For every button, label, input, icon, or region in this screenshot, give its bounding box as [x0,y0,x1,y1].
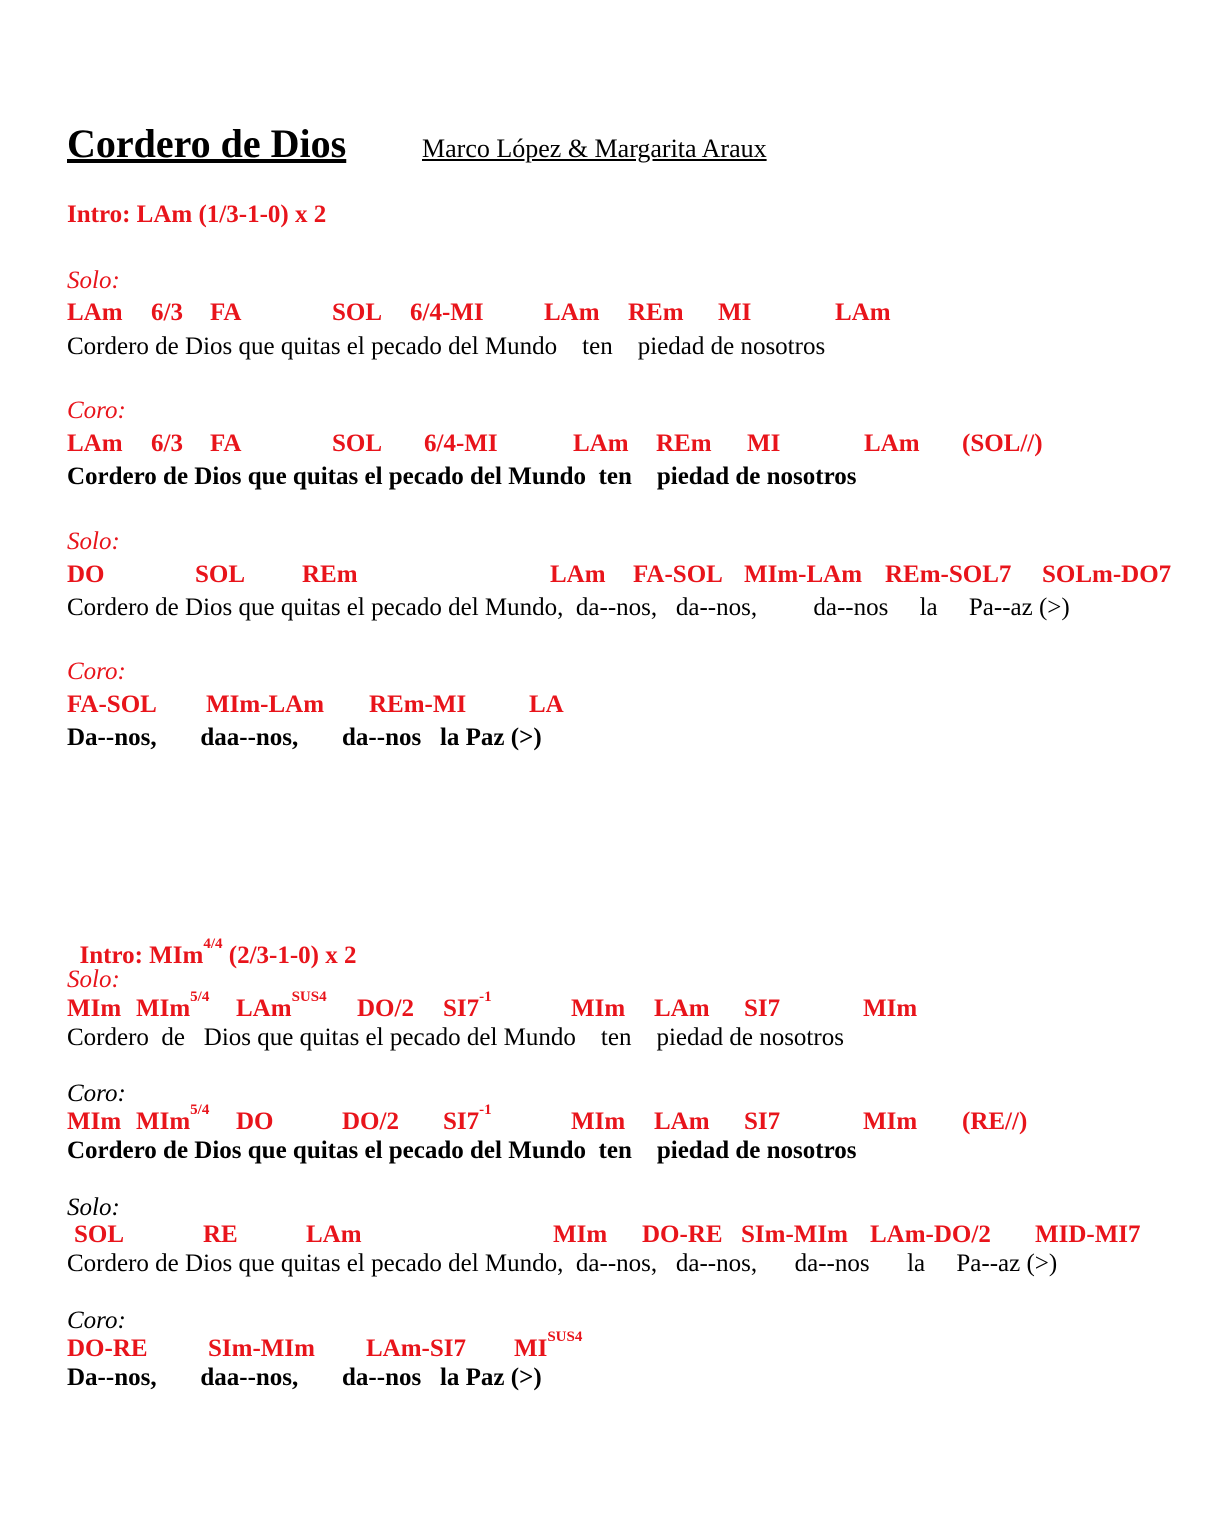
section-label: Solo: [67,267,120,294]
intro-text: Intro: MIm [79,942,204,969]
chord: FA [210,430,242,457]
chord [136,989,210,1023]
intro-text: (2/3-1-0) x 2 [222,942,357,969]
lyric-line: Cordero de Dios que quitas el pecado del Mundo ten piedad de nosotros [67,1137,857,1164]
chord: REm [656,430,712,457]
lyric-line: Da--nos, daa--nos, da--nos la Paz (>) [67,724,542,751]
intro-sup: 4/4 [203,936,223,952]
chord-sup: 5/4 [190,989,210,1005]
chord: LAm [835,299,891,326]
chord-root: MIm [863,995,918,1022]
chord: REm [302,561,358,588]
chord: FA-SOL [633,561,723,588]
chord: MI [747,430,781,457]
chord-sup: -1 [479,1102,492,1118]
chord-line [0,430,1220,460]
section-label: Solo: [67,528,120,555]
section-label: Solo: [67,966,120,993]
lyric-line: Cordero de Dios que quitas el pecado del Mundo ten piedad de nosotros [67,463,857,490]
chord: SOLm-DO7 [1042,561,1172,588]
chord-root: DO [236,1108,274,1135]
chord-line [0,1221,1220,1251]
chord-root: MIm [67,1108,122,1135]
chord-line [0,561,1220,591]
lyric-line: Cordero de Dios que quitas el pecado del Mundo, da--nos, da--nos, da--nos la Pa--az (>) [67,594,1070,621]
chord: FA [210,299,242,326]
chord [366,1335,466,1363]
section-label: Coro: [67,397,126,424]
chord [962,1108,1027,1136]
chord-root: LAm [654,995,710,1022]
chord: LAm [544,299,600,326]
chord-sup: SUS4 [291,989,327,1005]
chord: 6/3 [151,430,183,457]
chord-root: MIm [571,1108,626,1135]
chord-root: DO-RE [67,1335,148,1362]
song-authors: Marco López & Margarita Araux [422,134,767,163]
chord-root: MIm [136,995,191,1022]
chord [744,1108,780,1136]
chord-root: MIm [571,995,626,1022]
chord [443,989,492,1023]
chord-root: MIm [67,995,122,1022]
chord [136,1102,210,1136]
chord-line [0,299,1220,329]
chord-root: LAm-SI7 [366,1335,467,1362]
chord-root: SI7 [744,1108,781,1135]
chord-root: MI [514,1335,548,1362]
chord [514,1329,583,1363]
chord [67,995,121,1023]
chord-sup: -1 [479,989,492,1005]
chord [67,1108,121,1136]
chord: LAm-DO/2 [870,1221,991,1248]
chord: SOL [74,1221,125,1248]
chord: 6/3 [151,299,183,326]
chord-line [0,691,1220,721]
chord-root: DO/2 [342,1108,399,1135]
lyric-line: Cordero de Dios que quitas el pecado del Mundo ten piedad de nosotros [67,333,826,360]
chord-line [0,989,1220,1025]
intro-line-2 [67,914,357,970]
section-label: Coro: [67,1080,126,1107]
chord [654,995,710,1023]
chord-sup: 5/4 [190,1102,210,1118]
chord: DO [67,561,105,588]
chord: LAm [864,430,920,457]
chord: LAm [550,561,606,588]
chord [571,1108,625,1136]
song-title: Cordero de Dios [67,121,347,166]
chord: 6/4-MI [424,430,498,457]
chord-root: SIm-MIm [208,1335,315,1362]
chord-root: DO/2 [357,995,414,1022]
chord: SIm-MIm [741,1221,848,1248]
chord [744,995,780,1023]
section-label: Solo: [67,1194,120,1221]
chord: REm [628,299,684,326]
chord [571,995,625,1023]
chord [654,1108,710,1136]
chord: MIm-LAm [744,561,863,588]
chord-root: MIm [136,1108,191,1135]
chord-root: SI7 [744,995,781,1022]
chord: LAm [573,430,629,457]
section-label: Coro: [67,658,126,685]
lyric-line: Da--nos, daa--nos, da--nos la Paz (>) [67,1364,542,1391]
chord: LAm [67,430,123,457]
chord: MID-MI7 [1035,1221,1141,1248]
lyric-line: Cordero de Dios que quitas el pecado del Mundo, da--nos, da--nos, da--nos la Pa--az (>) [67,1250,1058,1277]
chord: MIm [553,1221,608,1248]
chord: REm-MI [369,691,467,718]
chord: REm-SOL7 [885,561,1012,588]
chord-root: MIm [863,1108,918,1135]
chord: LA [529,691,564,718]
chord-root: SI7 [443,1108,480,1135]
chord-line [0,1102,1220,1138]
chord: LAm [67,299,123,326]
chord [443,1102,492,1136]
lyric-line: Cordero de Dios que quitas el pecado del Mundo ten piedad de nosotros [67,1024,844,1051]
chord: FA-SOL [67,691,157,718]
chord [208,1335,315,1363]
intro-line-1: Intro: LAm (1/3-1-0) x 2 [67,201,327,228]
chord: MIm-LAm [206,691,325,718]
chord: 6/4-MI [410,299,484,326]
chord: RE [203,1221,238,1248]
chord: SOL [332,299,383,326]
chord-line [0,1329,1220,1365]
chord [342,1108,399,1136]
chord: LAm [306,1221,362,1248]
chord: MI [718,299,752,326]
chord: SOL [195,561,246,588]
chord-root: (RE//) [962,1108,1028,1135]
chord [357,995,414,1023]
chord-root: SI7 [443,995,480,1022]
chord: SOL [332,430,383,457]
chord [67,1335,148,1363]
chord [236,1108,274,1136]
chord [236,989,327,1023]
chord: DO-RE [642,1221,723,1248]
section-label: Coro: [67,1307,126,1334]
chord-sup: SUS4 [547,1329,583,1345]
chord: (SOL//) [962,430,1043,457]
chord-root: LAm [654,1108,710,1135]
chord-root: LAm [236,995,292,1022]
chord [863,995,917,1023]
chord [863,1108,917,1136]
